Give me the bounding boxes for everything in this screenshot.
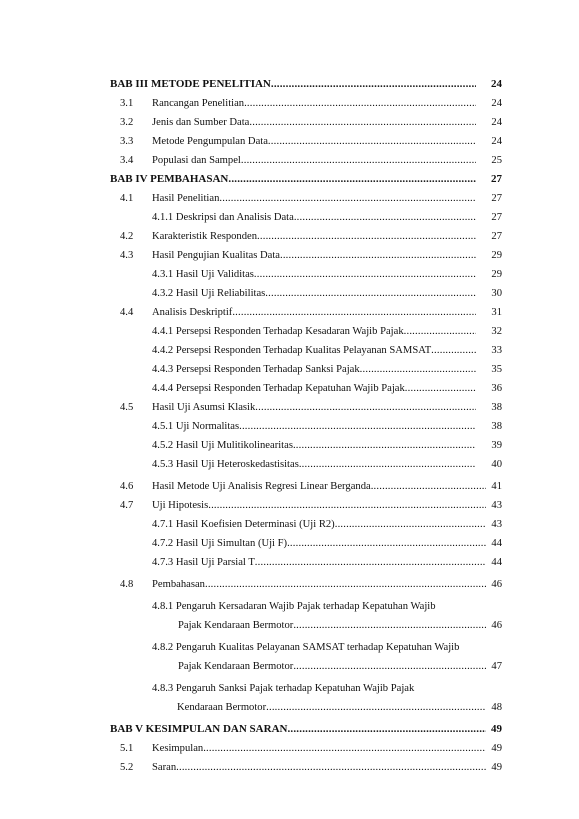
toc-entry-label: 4.8.3 Pengaruh Sanksi Pajak terhadap Kepatuhan Wajib Pajak — [152, 683, 415, 694]
dot-leader — [299, 458, 476, 471]
toc-section-number: 4.4 — [120, 307, 134, 318]
toc-entry-label: BAB V KESIMPULAN DAN SARAN — [110, 723, 288, 735]
toc-page-number: 38 — [491, 421, 502, 432]
toc-entry-label: 4.5.2 Hasil Uji Mulitikolinearitas — [152, 440, 293, 451]
dot-leader — [219, 192, 476, 205]
toc-page-number: 49 — [491, 723, 502, 735]
toc-entry[interactable] — [110, 736, 502, 755]
toc-subentry[interactable] — [110, 531, 502, 550]
toc-page-number: 32 — [491, 326, 502, 337]
toc-entry-label: Uji Hipotesis — [152, 500, 209, 511]
toc-entry[interactable] — [110, 300, 502, 319]
toc-section-number: 3.1 — [120, 98, 134, 109]
toc-section-number: 4.8 — [120, 579, 134, 590]
toc-page-number: 33 — [491, 345, 502, 356]
dot-leader — [293, 439, 476, 452]
toc-page-number: 41 — [491, 481, 502, 492]
toc-entry-label: Saran — [152, 762, 177, 773]
toc-page-number: 27 — [491, 173, 502, 185]
toc-entry-label: Analisis Deskriptif — [152, 307, 233, 318]
dot-leader — [404, 325, 476, 338]
dot-leader — [257, 230, 476, 243]
dot-leader — [405, 382, 476, 395]
toc-entry-label: Jenis dan Sumber Data — [152, 117, 250, 128]
toc-subentry-multiline[interactable] — [110, 676, 502, 695]
toc-entry-label: 4.5.3 Hasil Uji Heteroskedastisitas — [152, 459, 299, 470]
dot-leader — [293, 619, 486, 632]
table-of-contents — [110, 72, 502, 774]
dot-leader — [228, 173, 476, 186]
toc-page-number: 44 — [491, 538, 502, 549]
toc-subentry[interactable] — [110, 433, 502, 452]
toc-chapter-3[interactable] — [110, 72, 502, 91]
toc-entry-label: 4.3.1 Hasil Uji Validitas — [152, 269, 254, 280]
toc-entry[interactable] — [110, 474, 502, 493]
toc-entry-label: 4.7.2 Hasil Uji Simultan (Uji F) — [152, 538, 288, 549]
dot-leader — [232, 306, 476, 319]
toc-entry[interactable] — [110, 110, 502, 129]
toc-section-number: 4.1 — [120, 193, 134, 204]
toc-entry-label: Pembahasan — [152, 579, 205, 590]
toc-page-number: 25 — [491, 155, 502, 166]
toc-entry-label: Pajak Kendaraan Bermotor — [178, 620, 294, 631]
toc-entry-label: Kesimpulan — [152, 743, 204, 754]
toc-page-number: 27 — [491, 193, 502, 204]
dot-leader — [255, 401, 476, 414]
toc-page-number: 43 — [491, 500, 502, 511]
dot-leader — [249, 116, 476, 129]
dot-leader — [360, 363, 476, 376]
toc-section-number: 4.2 — [120, 231, 134, 242]
toc-subentry[interactable] — [110, 376, 502, 395]
toc-entry-label: 4.7.3 Hasil Uji Parsial T — [152, 557, 255, 568]
toc-entry-label: Pajak Kendaraan Bermotor — [178, 661, 294, 672]
toc-entry-label: 4.4.2 Persepsi Responden Terhadap Kualitas Pelayanan SAMSAT — [152, 345, 432, 356]
toc-subentry-continuation[interactable] — [110, 613, 502, 632]
toc-entry-label: Hasil Uji Asumsi Klasik — [152, 402, 256, 413]
toc-subentry[interactable] — [110, 205, 502, 224]
toc-entry-label: Hasil Pengujian Kualitas Data — [152, 250, 280, 261]
toc-page-number: 36 — [491, 383, 502, 394]
toc-entry-label: Karakteristik Responden — [152, 231, 258, 242]
toc-entry-label: Hasil Penelitian — [152, 193, 220, 204]
dot-leader — [254, 268, 476, 281]
toc-section-number: 4.3 — [120, 250, 134, 261]
toc-page-number: 24 — [491, 98, 502, 109]
toc-page-number: 49 — [491, 762, 502, 773]
toc-subentry[interactable] — [110, 281, 502, 300]
dot-leader — [294, 211, 476, 224]
toc-subentry[interactable] — [110, 550, 502, 569]
toc-subentry-multiline[interactable] — [110, 635, 502, 654]
toc-subentry-multiline[interactable] — [110, 594, 502, 613]
dot-leader — [176, 761, 486, 774]
dot-leader — [287, 537, 486, 550]
toc-entry[interactable] — [110, 148, 502, 167]
toc-page-number: 39 — [491, 440, 502, 451]
toc-entry-label: Kendaraan Bermotor — [177, 702, 267, 713]
dot-leader — [255, 556, 486, 569]
toc-page-number: 38 — [491, 402, 502, 413]
toc-page-number: 49 — [491, 743, 502, 754]
toc-page-number: 44 — [491, 557, 502, 568]
dot-leader — [280, 249, 476, 262]
toc-page-number: 40 — [491, 459, 502, 470]
toc-section-number: 4.6 — [120, 481, 134, 492]
toc-entry[interactable] — [110, 572, 502, 591]
dot-leader — [208, 499, 486, 512]
dot-leader — [293, 660, 486, 673]
toc-entry-label: 4.1.1 Deskripsi dan Analisis Data — [152, 212, 294, 223]
dot-leader — [265, 287, 476, 300]
toc-page-number: 47 — [491, 661, 502, 672]
dot-leader — [268, 135, 476, 148]
toc-entry[interactable] — [110, 186, 502, 205]
toc-entry[interactable] — [110, 243, 502, 262]
toc-section-number: 5.2 — [120, 762, 134, 773]
toc-chapter-5[interactable] — [110, 717, 502, 736]
dot-leader — [244, 97, 476, 110]
toc-entry[interactable] — [110, 755, 502, 774]
toc-section-number: 5.1 — [120, 743, 134, 754]
toc-entry-label: 4.4.3 Persepsi Responden Terhadap Sanksi Pajak — [152, 364, 360, 375]
toc-entry-label: 4.3.2 Hasil Uji Reliabilitas — [152, 288, 266, 299]
toc-entry[interactable] — [110, 493, 502, 512]
toc-subentry-continuation[interactable] — [110, 654, 502, 673]
dot-leader — [241, 154, 476, 167]
toc-page-number: 46 — [491, 579, 502, 590]
toc-page-number: 29 — [491, 250, 502, 261]
toc-page-number: 43 — [491, 519, 502, 530]
toc-entry-label: BAB III METODE PENELITIAN — [110, 78, 271, 90]
toc-entry-label: Metode Pengumpulan Data — [152, 136, 268, 147]
toc-entry-label: Populasi dan Sampel — [152, 155, 241, 166]
toc-entry[interactable] — [110, 129, 502, 148]
toc-page-number: 27 — [491, 231, 502, 242]
toc-entry-label: 4.4.1 Persepsi Responden Terhadap Kesadaran Wajib Pajak — [152, 326, 404, 337]
toc-subentry[interactable] — [110, 512, 502, 531]
toc-entry-label: 4.8.1 Pengaruh Kersadaran Wajib Pajak terhadap Kepatuhan Wajib — [152, 601, 436, 612]
toc-entry[interactable] — [110, 395, 502, 414]
toc-page-number: 24 — [491, 136, 502, 147]
toc-entry[interactable] — [110, 224, 502, 243]
toc-section-number: 4.5 — [120, 402, 134, 413]
toc-section-number: 4.7 — [120, 500, 134, 511]
toc-page-number: 29 — [491, 269, 502, 280]
dot-leader — [205, 578, 486, 591]
dot-leader — [287, 723, 486, 736]
dot-leader — [371, 480, 486, 493]
toc-subentry-continuation[interactable] — [110, 695, 502, 714]
dot-leader — [266, 701, 486, 714]
toc-entry[interactable] — [110, 91, 502, 110]
toc-page-number: 31 — [491, 307, 502, 318]
toc-subentry[interactable] — [110, 319, 502, 338]
toc-subentry[interactable] — [110, 338, 502, 357]
toc-entry-label: 4.7.1 Hasil Koefisien Determinasi (Uji R2) — [152, 519, 335, 530]
toc-subentry[interactable] — [110, 452, 502, 471]
toc-subentry[interactable] — [110, 357, 502, 376]
toc-page-number: 48 — [491, 702, 502, 713]
toc-section-number: 3.2 — [120, 117, 134, 128]
dot-leader — [239, 420, 476, 433]
toc-entry-label: 4.8.2 Pengaruh Kualitas Pelayanan SAMSAT terhadap Kepatuhan Wajib — [152, 642, 460, 653]
toc-chapter-4[interactable] — [110, 167, 502, 186]
toc-entry-label: Rancangan Penelitian — [152, 98, 245, 109]
dot-leader — [335, 518, 486, 531]
toc-page-number: 46 — [491, 620, 502, 631]
toc-page-number: 27 — [491, 212, 502, 223]
toc-page-number: 30 — [491, 288, 502, 299]
toc-page-number: 24 — [491, 117, 502, 128]
toc-entry-label: Hasil Metode Uji Analisis Regresi Linear Berganda — [152, 481, 371, 492]
dot-leader — [431, 344, 476, 357]
dot-leader — [203, 742, 486, 755]
dot-leader — [271, 78, 476, 91]
toc-page-number: 35 — [491, 364, 502, 375]
toc-entry-label: 4.5.1 Uji Normalitas — [152, 421, 240, 432]
toc-section-number: 3.3 — [120, 136, 134, 147]
toc-entry-label: BAB IV PEMBAHASAN — [110, 173, 229, 185]
toc-entry-label: 4.4.4 Persepsi Responden Terhadap Kepatuhan Wajib Pajak — [152, 383, 405, 394]
toc-subentry[interactable] — [110, 262, 502, 281]
toc-subentry[interactable] — [110, 414, 502, 433]
toc-section-number: 3.4 — [120, 155, 134, 166]
toc-page-number: 24 — [491, 78, 502, 90]
